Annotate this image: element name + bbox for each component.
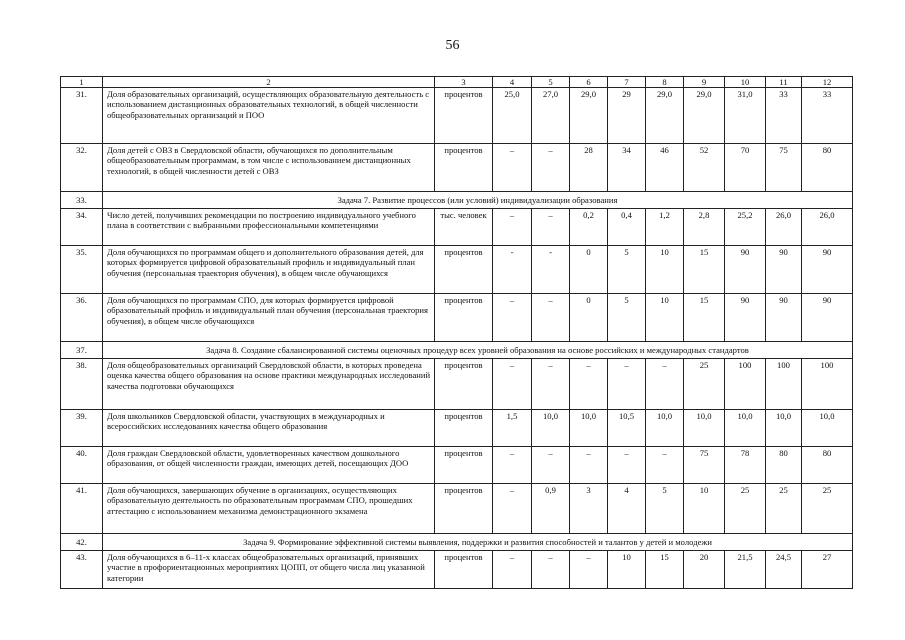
- value-cell: 10,0: [646, 410, 684, 447]
- value-cell: –: [532, 144, 570, 192]
- value-cell: 15: [646, 551, 684, 589]
- value-cell: –: [570, 359, 608, 410]
- value-cell: 15: [684, 246, 725, 294]
- row-number: 31.: [61, 88, 103, 144]
- value-cell: 46: [646, 144, 684, 192]
- value-cell: 10: [646, 294, 684, 342]
- row-number: 33.: [61, 192, 103, 209]
- indicator-description: Доля детей с ОВЗ в Свердловской области, обучающихся по дополнительным общеобразовательным программам, в том числе с использованием дистанционных технологий, в общей численности детей с ОВЗ: [103, 144, 435, 192]
- value-cell: 29,0: [646, 88, 684, 144]
- value-cell: –: [493, 294, 532, 342]
- unit-cell: тыс. человек: [435, 209, 493, 246]
- column-header: 6: [570, 77, 608, 88]
- value-cell: 0,2: [570, 209, 608, 246]
- indicator-description: Доля обучающихся по программам общего и дополнительного образования детей, для которых формируется цифровой образовательный профиль и индивидуальный план обучения (персональная траектория обучения), в общем числе обучающихся: [103, 246, 435, 294]
- value-cell: –: [493, 359, 532, 410]
- value-cell: 15: [684, 294, 725, 342]
- indicator-description: Доля общеобразовательных организаций Свердловской области, в которых проведена оценка качества общего образования на основе практики международных исследований качества подготовки обучающихся: [103, 359, 435, 410]
- value-cell: 90: [766, 246, 802, 294]
- value-cell: 0,4: [608, 209, 646, 246]
- value-cell: 75: [684, 447, 725, 484]
- column-header: 5: [532, 77, 570, 88]
- value-cell: 10: [646, 246, 684, 294]
- column-header: 3: [435, 77, 493, 88]
- value-cell: 27,0: [532, 88, 570, 144]
- value-cell: 80: [802, 447, 853, 484]
- indicator-description: Доля обучающихся по программам СПО, для которых формируется цифровой образовательный профиль и индивидуальный план обучения (персональная траектория обучения), в общем числе обучающихся: [103, 294, 435, 342]
- row-number: 43.: [61, 551, 103, 589]
- row-number: 38.: [61, 359, 103, 410]
- value-cell: 27: [802, 551, 853, 589]
- unit-cell: процентов: [435, 88, 493, 144]
- value-cell: 100: [725, 359, 766, 410]
- table-body: [61, 77, 853, 589]
- value-cell: -: [532, 246, 570, 294]
- table-row: [61, 484, 853, 534]
- value-cell: 26,0: [766, 209, 802, 246]
- value-cell: 25: [684, 359, 725, 410]
- value-cell: 90: [802, 294, 853, 342]
- value-cell: 20: [684, 551, 725, 589]
- unit-cell: процентов: [435, 447, 493, 484]
- value-cell: 1,2: [646, 209, 684, 246]
- value-cell: –: [532, 294, 570, 342]
- row-number: 34.: [61, 209, 103, 246]
- value-cell: 52: [684, 144, 725, 192]
- value-cell: –: [646, 447, 684, 484]
- value-cell: 31,0: [725, 88, 766, 144]
- section-row: [61, 534, 853, 551]
- value-cell: 75: [766, 144, 802, 192]
- value-cell: 10,0: [684, 410, 725, 447]
- value-cell: 29,0: [684, 88, 725, 144]
- value-cell: –: [532, 551, 570, 589]
- indicator-description: Число детей, получивших рекомендации по построению индивидуального учебного плана в соответствии с выбранными профессиональными компетенциями: [103, 209, 435, 246]
- value-cell: –: [532, 359, 570, 410]
- value-cell: 78: [725, 447, 766, 484]
- value-cell: 4: [608, 484, 646, 534]
- column-header: 11: [766, 77, 802, 88]
- row-number: 36.: [61, 294, 103, 342]
- section-title: Задача 7. Развитие процессов (или условий) индивидуализации образования: [103, 192, 853, 209]
- value-cell: 100: [766, 359, 802, 410]
- row-number: 39.: [61, 410, 103, 447]
- value-cell: –: [493, 484, 532, 534]
- value-cell: 80: [766, 447, 802, 484]
- value-cell: 25: [725, 484, 766, 534]
- indicator-description: Доля обучающихся в 6–11-х классах общеобразовательных организаций, принявших участие в профориентационных мероприятиях ЦОПП, от общего числа лиц указанной категории: [103, 551, 435, 589]
- value-cell: –: [608, 447, 646, 484]
- column-header: 10: [725, 77, 766, 88]
- value-cell: 70: [725, 144, 766, 192]
- value-cell: 90: [725, 246, 766, 294]
- table-row: [61, 447, 853, 484]
- value-cell: –: [493, 447, 532, 484]
- value-cell: 0: [570, 294, 608, 342]
- value-cell: 2,8: [684, 209, 725, 246]
- value-cell: 10,5: [608, 410, 646, 447]
- value-cell: 0,9: [532, 484, 570, 534]
- table-row: [61, 88, 853, 144]
- table-row: [61, 551, 853, 589]
- value-cell: 10,0: [802, 410, 853, 447]
- indicator-description: Доля обучающихся, завершающих обучение в организациях, осуществляющих образовательную деятельность по образовательным программам СПО, прошедших аттестацию с использованием механизма демонстрационного экзамена: [103, 484, 435, 534]
- value-cell: –: [608, 359, 646, 410]
- value-cell: 10,0: [532, 410, 570, 447]
- column-header: 9: [684, 77, 725, 88]
- value-cell: 25,2: [725, 209, 766, 246]
- row-number: 42.: [61, 534, 103, 551]
- row-number: 32.: [61, 144, 103, 192]
- value-cell: –: [493, 551, 532, 589]
- value-cell: 26,0: [802, 209, 853, 246]
- indicators-table: [60, 76, 853, 589]
- value-cell: 28: [570, 144, 608, 192]
- value-cell: 10,0: [766, 410, 802, 447]
- value-cell: 90: [725, 294, 766, 342]
- value-cell: 5: [608, 294, 646, 342]
- column-header: 2: [103, 77, 435, 88]
- table-row: [61, 246, 853, 294]
- column-header: 7: [608, 77, 646, 88]
- value-cell: 5: [646, 484, 684, 534]
- value-cell: –: [532, 447, 570, 484]
- value-cell: 24,5: [766, 551, 802, 589]
- unit-cell: процентов: [435, 359, 493, 410]
- unit-cell: процентов: [435, 410, 493, 447]
- value-cell: –: [493, 144, 532, 192]
- section-row: [61, 192, 853, 209]
- value-cell: –: [570, 551, 608, 589]
- page-number: 56: [445, 38, 460, 53]
- section-row: [61, 342, 853, 359]
- table-row: [61, 294, 853, 342]
- value-cell: 33: [766, 88, 802, 144]
- section-title: Задача 8. Создание сбалансированной системы оценочных процедур всех уровней образования на основе российских и международных стандартов: [103, 342, 853, 359]
- value-cell: 10,0: [725, 410, 766, 447]
- value-cell: 21,5: [725, 551, 766, 589]
- value-cell: 33: [802, 88, 853, 144]
- value-cell: 25: [766, 484, 802, 534]
- value-cell: –: [532, 209, 570, 246]
- value-cell: 10: [684, 484, 725, 534]
- unit-cell: процентов: [435, 246, 493, 294]
- value-cell: 0: [570, 246, 608, 294]
- row-number: 40.: [61, 447, 103, 484]
- value-cell: 29: [608, 88, 646, 144]
- value-cell: -: [493, 246, 532, 294]
- value-cell: 29,0: [570, 88, 608, 144]
- column-header: 8: [646, 77, 684, 88]
- value-cell: 90: [766, 294, 802, 342]
- column-header: 12: [802, 77, 853, 88]
- table-row: [61, 410, 853, 447]
- value-cell: –: [493, 209, 532, 246]
- indicator-description: Доля граждан Свердловской области, удовлетворенных качеством дошкольного образования, от общей численности граждан, имеющих детей, посещающих ДОО: [103, 447, 435, 484]
- table-row: [61, 359, 853, 410]
- value-cell: –: [646, 359, 684, 410]
- value-cell: 90: [802, 246, 853, 294]
- table-row: [61, 209, 853, 246]
- row-number: 37.: [61, 342, 103, 359]
- row-number: 41.: [61, 484, 103, 534]
- unit-cell: процентов: [435, 551, 493, 589]
- column-header: 4: [493, 77, 532, 88]
- value-cell: 25,0: [493, 88, 532, 144]
- indicator-description: Доля образовательных организаций, осуществляющих образовательную деятельность с использованием дистанционных образовательных технологий, в общей численности общеобразовательных организаций и ПОО: [103, 88, 435, 144]
- value-cell: 100: [802, 359, 853, 410]
- indicator-description: Доля школьников Свердловской области, участвующих в международных и всероссийских исследованиях качества общего образования: [103, 410, 435, 447]
- unit-cell: процентов: [435, 144, 493, 192]
- value-cell: 25: [802, 484, 853, 534]
- header-row: [61, 77, 853, 88]
- value-cell: 3: [570, 484, 608, 534]
- value-cell: 10,0: [570, 410, 608, 447]
- value-cell: 34: [608, 144, 646, 192]
- value-cell: 1,5: [493, 410, 532, 447]
- unit-cell: процентов: [435, 484, 493, 534]
- value-cell: –: [570, 447, 608, 484]
- section-title: Задача 9. Формирование эффективной системы выявления, поддержки и развития способностей и талантов у детей и молодежи: [103, 534, 853, 551]
- row-number: 35.: [61, 246, 103, 294]
- value-cell: 10: [608, 551, 646, 589]
- value-cell: 5: [608, 246, 646, 294]
- unit-cell: процентов: [435, 294, 493, 342]
- value-cell: 80: [802, 144, 853, 192]
- column-header: 1: [61, 77, 103, 88]
- table-row: [61, 144, 853, 192]
